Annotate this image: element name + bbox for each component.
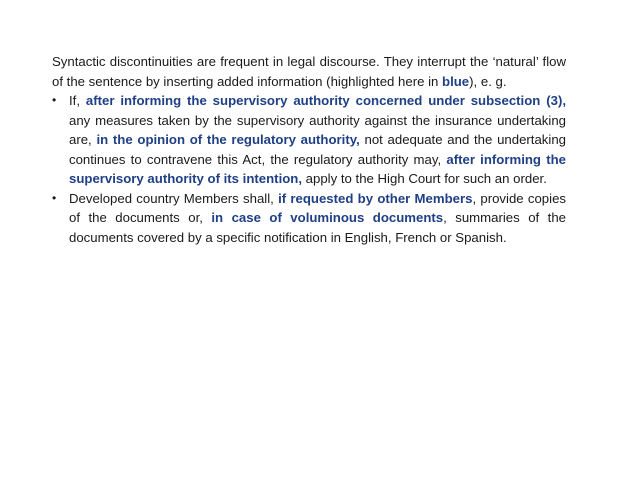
intro-highlight-blue: blue xyxy=(442,73,470,89)
inserted-clause: in the opinion of the regulatory authority, xyxy=(96,132,360,147)
example-text: If, xyxy=(69,93,86,108)
slide-content xyxy=(52,52,566,247)
example-text: apply to the High Court for such an order. xyxy=(302,171,547,186)
intro-text-end: ), e. g. xyxy=(469,73,507,89)
bullet-icon: • xyxy=(52,93,57,107)
inserted-clause: after informing the supervisory authority concerned under subsection (3), xyxy=(85,93,566,108)
example-text: , summaries of the documents covered by a specific notification in English, French or Spanish. xyxy=(69,210,567,245)
bullet-icon: • xyxy=(52,190,57,205)
list-item xyxy=(52,189,566,248)
intro-paragraph xyxy=(52,52,566,91)
example-text: not adequate and the undertaking continues to contravene this Act, the regulatory authority may, xyxy=(69,132,566,167)
example-text: any measures taken by the supervisory authority against the insurance undertaking are, xyxy=(69,112,566,147)
inserted-clause: if requested by other Members xyxy=(278,190,473,206)
example-text: Developed country Members shall, xyxy=(69,190,279,206)
intro-text: Syntactic discontinuities are frequent in legal discourse. They interrupt the ‘natural’ flow of the sentence by inserting added information (highlighted here in xyxy=(52,54,566,89)
list-item xyxy=(52,91,566,189)
inserted-clause: after informing the supervisory authority of its intention, xyxy=(69,151,566,186)
example-text: , provide copies of the documents or, xyxy=(69,190,567,225)
example-list xyxy=(52,91,566,247)
inserted-clause: in case of voluminous documents xyxy=(211,210,444,225)
